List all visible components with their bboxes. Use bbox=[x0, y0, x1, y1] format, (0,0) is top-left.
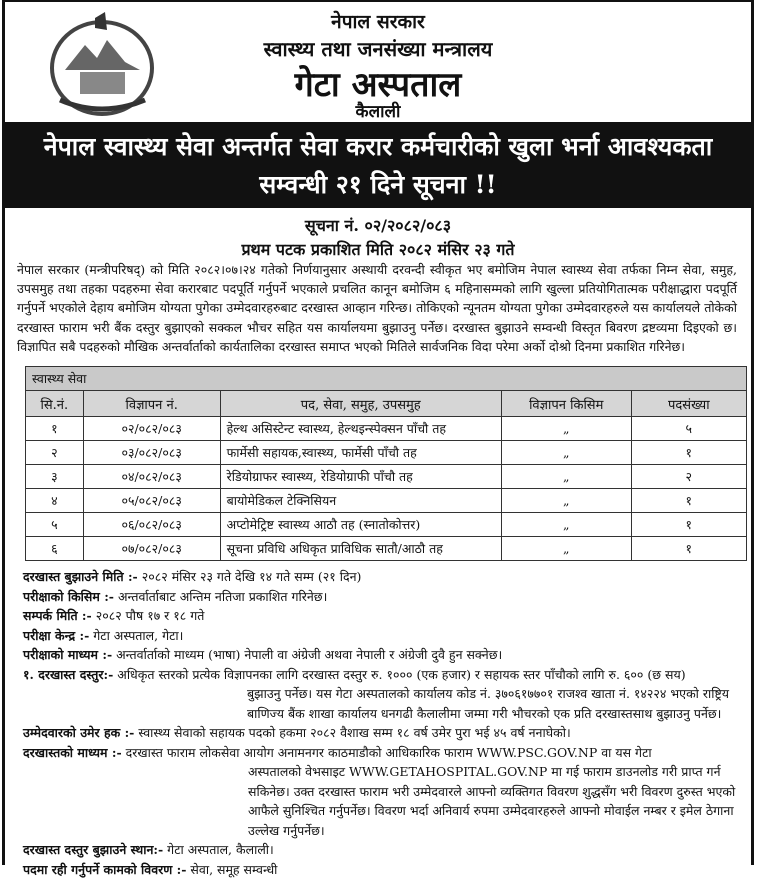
published-date: प्रथम पटक प्रकाशित मिति २०८२ मंसिर २३ गते bbox=[241, 240, 515, 259]
table-cell: ६ bbox=[26, 537, 84, 561]
table-cell: रेडियोग्राफर स्वास्थ्य, रेडियोग्राफी पाँचौ तह bbox=[220, 465, 501, 489]
banner-line-2: सम्वन्धी २१ दिने सूचना !! bbox=[259, 170, 497, 199]
detail-label: परीक्षाको माध्यम :- bbox=[23, 647, 113, 663]
detail-label: १. दरखास्त दस्तुर:- bbox=[23, 666, 114, 682]
ministry-name: स्वास्थ्य तथा जनसंख्या मन्त्रालय bbox=[263, 37, 493, 61]
header bbox=[5, 2, 751, 122]
intro-paragraph: नेपाल सरकार (मन्त्रीपरिषद्) को मिति २०८२।०७।२४ गतेको निर्णयानुसार अस्थायी दरवन्दी स्वीकृत भए बमोजिम नेपाल स्वास्थ्य सेवा तर्फका निम्न सेवा, समुह, उपसमुह तथा तहका पदहरुमा सेवा करारबाट पदपूर्ति गर्नुपर्ने भएकाले प्रचलित कानून बमोजिम ६ महिनासम्मको लागि खुल्ला प्रतियोगितात्मक परीक्षाद्धारा पदपूर्ति गर्नुपर्ने भएकोले देहाय बमोजिम योग्यता पुगेका उम्मेदवारहरुबाट दरखास्त आव्हान गरिन्छ। तोकिएको न्यूनतम योग्यता पुगेका उम्मेदवारहरुले यस कार्यालयले तोकेको दरखास्त फाराम भरी बैंक दस्तुर बुझाएको सक्कल भौचर सहित यस कार्यालयमा बुझाउनु पर्नेछ। दरखास्त बुझाउने सम्वन्धी विस्तृत बिवरण द्रष्टव्यमा दिइएको छ। विज्ञापित सबै पदहरुको मौखिक अन्तर्वार्ताको कार्यतालिका दरखास्त समाप्त भएको मितिले सार्वजनिक विदा परेमा अर्को दोश्रो दिनमा प्रकाशित गरिनेछ। bbox=[17, 262, 737, 354]
detail-item bbox=[23, 840, 737, 860]
table-row bbox=[26, 489, 747, 513]
detail-text: गेटा अस्पताल, गेटा। bbox=[89, 627, 184, 643]
column-header: विज्ञापन किसिम bbox=[501, 391, 631, 417]
detail-text: अन्तर्वार्ताबाट अन्तिम नतिजा प्रकाशित गरिनेछ। bbox=[114, 588, 328, 604]
table-cell: ०५/०८२/०८३ bbox=[83, 489, 220, 513]
detail-label: परीक्षाको किसिम :- bbox=[23, 588, 114, 604]
detail-text: २०८२ पौष १७ र १८ गते bbox=[91, 608, 205, 624]
detail-text: अन्तर्वार्ताको माध्यम (भाषा) नेपाली वा अंग्रेजी अथवा नेपाली र अंग्रेजी दुवै हुन सक्नेछ। bbox=[112, 647, 503, 663]
table-cell: ४ bbox=[26, 489, 84, 513]
district-name: कैलाली bbox=[355, 102, 401, 122]
detail-label: दरखास्त दस्तुर बुझाउने स्थान:- bbox=[23, 842, 164, 858]
table-cell: ५ bbox=[631, 417, 746, 441]
detail-text: सेवा, समूह सम्वन्धी bbox=[186, 861, 278, 877]
detail-label: पदमा रही गर्नुपर्ने कामको विवरण :- bbox=[23, 861, 187, 877]
table-row bbox=[26, 537, 747, 561]
column-header: सि.नं. bbox=[26, 391, 84, 417]
table-cell: २ bbox=[631, 465, 746, 489]
table-cell: बायोमेडिकल टेक्निसियन bbox=[220, 489, 501, 513]
table-row bbox=[26, 513, 747, 537]
detail-text: अधिकृत स्तरको प्रत्येक विज्ञापनका लागि दरखास्त दस्तुर रु. १००० (एक हजार) र सहायक स्तर पाँचौको लागि रु. ६०० (छ सय) bbox=[113, 666, 686, 682]
detail-text: दरखास्त फाराम लोकसेवा आयोग अनामनगर काठमाडौको आधिकारिक फाराम WWW.PSC.GOV.NP वा यस गेटा bbox=[121, 744, 652, 760]
hospital-name: गेटा अस्पताल bbox=[294, 65, 462, 105]
detail-label: उम्मेदवारको उमेर हक :- bbox=[23, 725, 135, 741]
banner-line-1: नेपाल स्वास्थ्य सेवा अन्तर्गत सेवा करार कर्मचारीको खुला भर्ना आवश्यकता bbox=[43, 132, 713, 161]
govt-name: नेपाल सरकार bbox=[331, 11, 425, 33]
table-row bbox=[26, 417, 747, 441]
table-cell: ५ bbox=[26, 513, 84, 537]
detail-continuation: बुझाउनु पर्नेछ। यस गेटा अस्पतालको कार्यालय कोड नं. ३७०६१७७०१ राजश्व खाता नं. १४२२४ भएको राष्ट्रिय बाणिज्य बैंक शाखा कार्यालय धनगढी कैलालीमा जम्मा गरी भौचरको एक प्रति दरखास्तसाथ बुझाउनु पर्नेछ। bbox=[247, 686, 730, 721]
table-cell: १ bbox=[631, 489, 746, 513]
table-cell: ०२/०८२/०८३ bbox=[83, 417, 220, 441]
notice-number: सूचना नं. ०२/२०८२/०८३ bbox=[304, 216, 452, 235]
detail-item bbox=[23, 626, 737, 646]
detail-item bbox=[23, 567, 737, 587]
column-header: पद, सेवा, समुह, उपसमुह bbox=[220, 391, 501, 417]
details-section bbox=[5, 567, 751, 879]
detail-label: दरखास्त बुझाउने मिति :- bbox=[23, 569, 138, 585]
detail-label: सम्पर्क मिति :- bbox=[23, 608, 92, 624]
vacancy-table bbox=[25, 366, 747, 561]
detail-item bbox=[23, 645, 737, 665]
table-cell: अप्टोमेट्रिष्ट स्वास्थ्य आठौ तह (स्नातोकोत्तर) bbox=[220, 513, 501, 537]
detail-label: परीक्षा केन्द्र :- bbox=[23, 627, 90, 643]
table-cell: फार्मेसी सहायक,स्वास्थ्य, फार्मेसी पाँचौ तह bbox=[220, 441, 501, 465]
detail-item bbox=[23, 743, 737, 763]
detail-text: स्वास्थ्य सेवाको सहायक पदको हकमा २०८२ वैशाख सम्म १८ वर्ष उमेर पुरा भई ४५ वर्ष ननाघेको। bbox=[134, 725, 571, 741]
table-cell: १ bbox=[631, 537, 746, 561]
detail-item bbox=[23, 587, 737, 607]
detail-continuation: अस्पतालको वेभसाइट WWW.GETAHOSPITAL.GOV.NP मा गई फाराम डाउनलोड गरी प्राप्त गर्न सकिनेछ। उक्त दरखास्त फाराम भरी उम्मेदवारले आफ्नो व्यक्तिगत विवरण शुद्धसँग भरी विवरण दुरुस्त भएको आफैले सुनिश्चित गर्नुपर्नेछ। विवरण भर्दा अनिवार्य रुपमा उम्मेदवारहरुले आफ्नो मोवाईल नम्बर र इमेल ठेगाना उल्लेख गर्नुपर्नेछ। bbox=[248, 764, 736, 838]
table-cell: सूचना प्रविधि अधिकृत प्राविधिक सातौ/आठौ तह bbox=[220, 537, 501, 561]
table-cell: „ bbox=[501, 489, 631, 513]
table-cell: हेल्थ असिस्टेन्ट स्वास्थ्य, हेल्थइन्स्पेक्सन पाँचौ तह bbox=[220, 417, 501, 441]
table-cell: ३ bbox=[26, 465, 84, 489]
table-cell: „ bbox=[501, 441, 631, 465]
detail-label: दरखास्तको माध्यम :- bbox=[23, 744, 122, 760]
notice-banner bbox=[5, 122, 751, 208]
table-cell: २ bbox=[26, 441, 84, 465]
table-cell: „ bbox=[501, 465, 631, 489]
table-row bbox=[26, 441, 747, 465]
table-category: स्वास्थ्य सेवा bbox=[26, 367, 747, 391]
detail-item bbox=[23, 723, 737, 743]
detail-text: २०८२ मंसिर २३ गते देखि १४ गते सम्म (२१ दिन) bbox=[137, 569, 362, 585]
table-cell: ०४/०८२/०८३ bbox=[83, 465, 220, 489]
table-cell: ०३/०८२/०८३ bbox=[83, 441, 220, 465]
table-cell: „ bbox=[501, 537, 631, 561]
table-cell: „ bbox=[501, 417, 631, 441]
detail-item bbox=[23, 665, 737, 685]
table-row bbox=[26, 465, 747, 489]
detail-text: गेटा अस्पताल, कैलाली। bbox=[163, 842, 274, 858]
table-cell: १ bbox=[26, 417, 84, 441]
column-header: पदसंख्या bbox=[631, 391, 746, 417]
table-cell: १ bbox=[631, 441, 746, 465]
detail-item bbox=[23, 606, 737, 626]
table-cell: „ bbox=[501, 513, 631, 537]
notice-frame bbox=[2, 0, 754, 877]
column-header: विज्ञापन नं. bbox=[83, 391, 220, 417]
table-cell: ०७/०८२/०८३ bbox=[83, 537, 220, 561]
table-cell: ०६/०८२/०८३ bbox=[83, 513, 220, 537]
detail-item bbox=[23, 860, 737, 879]
table-cell: १ bbox=[631, 513, 746, 537]
